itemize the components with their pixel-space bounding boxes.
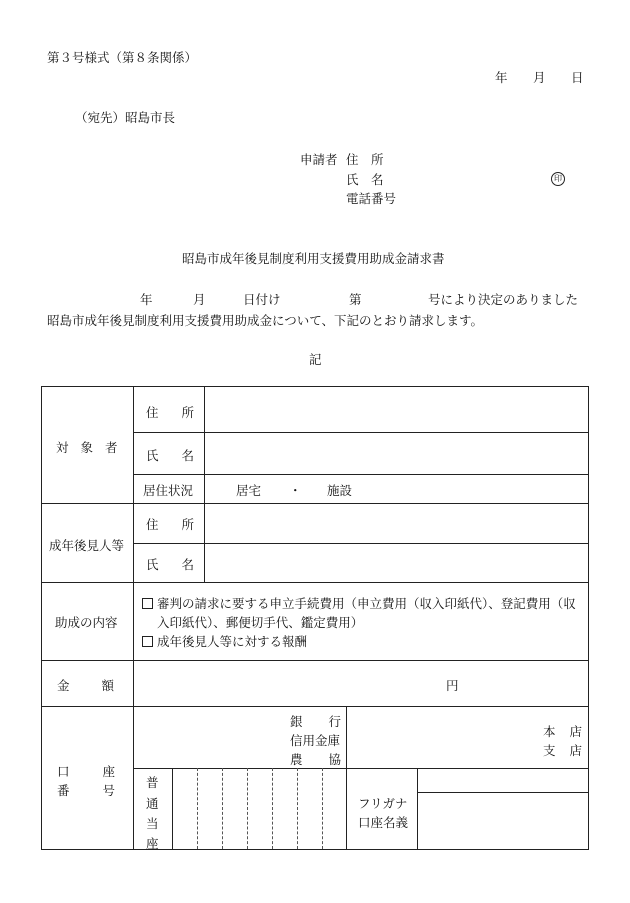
row-line-2 <box>133 474 588 475</box>
subsidy-option-1[interactable] <box>142 594 576 612</box>
digit-divider-3 <box>247 768 248 849</box>
date-month: 月 <box>533 70 546 85</box>
amount-label: 金額 <box>57 678 147 693</box>
guardian-label: 成年後見人等 <box>49 538 125 553</box>
bank-type-1-text: 銀行 <box>290 714 368 729</box>
bank-type-3-text: 農協 <box>290 752 368 767</box>
form-number: 第３号様式（第８条関係） <box>47 50 198 65</box>
account-holder-label: 口座名義 <box>358 815 409 830</box>
subject-label-text: 対象者 <box>56 440 130 455</box>
digit-divider-6 <box>322 768 323 849</box>
row-line-1 <box>133 432 588 433</box>
amount-unit: 円 <box>446 678 459 693</box>
checkbox-icon[interactable] <box>142 636 153 647</box>
guardian-name-label: 氏名 <box>146 557 218 572</box>
branch-type-2[interactable]: 支店 <box>543 743 597 758</box>
account-type-2[interactable]: 通 <box>146 796 159 811</box>
branch-type-1[interactable]: 本店 <box>543 724 597 739</box>
checkbox-icon[interactable] <box>142 598 153 609</box>
body-number-prefix: 第 <box>349 292 362 307</box>
amount-input[interactable] <box>135 662 435 704</box>
account-holder-input[interactable] <box>419 794 586 847</box>
digit-divider-5 <box>297 768 298 849</box>
subject-address-label: 住所 <box>146 405 218 420</box>
body-line2: 昭島市成年後見制度利用支援費用助成金について、下記のとおり請求します。 <box>47 313 484 328</box>
date-year: 年 <box>495 70 508 85</box>
bank-type-2[interactable]: 信用金庫 <box>290 733 341 748</box>
account-furigana-line <box>417 792 588 793</box>
bank-type-1[interactable] <box>290 712 368 730</box>
digit-divider-2 <box>222 768 223 849</box>
table-border-bottom <box>41 849 589 850</box>
subject-name-label: 氏名 <box>146 448 218 463</box>
account-label-line1: 口座 <box>57 764 149 779</box>
body-year: 年 <box>140 292 153 307</box>
subsidy-label: 助成の内容 <box>55 615 118 630</box>
subject-residence-label: 居住状況 <box>143 483 194 498</box>
seal-icon: 印 <box>551 172 565 186</box>
bank-type-3[interactable] <box>290 750 368 768</box>
digit-divider-1 <box>197 768 198 849</box>
document-title: 昭島市成年後見制度利用支援費用助成金請求書 <box>182 251 445 266</box>
residence-facility-option[interactable]: 施設 <box>327 483 353 498</box>
guardian-address-input[interactable] <box>206 505 586 541</box>
subsidy-option-2[interactable] <box>142 632 307 650</box>
account-type-1[interactable]: 普 <box>146 775 159 790</box>
account-type-divider <box>172 768 173 849</box>
body-day-suffix: 日付け <box>243 292 281 307</box>
applicant-address-label: 住 所 <box>346 152 384 167</box>
body-month: 月 <box>193 292 206 307</box>
table-border-top <box>41 386 589 387</box>
body-sentence-end: 号により決定のありました <box>428 292 579 307</box>
account-bank-bottom <box>133 768 588 769</box>
table-border-left <box>41 386 42 849</box>
subsidy-option-1-line2: 入印紙代）、郵便切手代、鑑定費用） <box>157 615 364 630</box>
applicant-label: 申請者 <box>300 152 338 167</box>
subject-address-input[interactable] <box>206 388 586 430</box>
guardian-name-input[interactable] <box>206 545 586 580</box>
addressee: （宛先）昭島市長 <box>75 110 176 125</box>
table-border-right <box>588 386 589 849</box>
row-line-5 <box>41 582 589 583</box>
row-line-3 <box>41 503 589 504</box>
residence-home-option[interactable]: 居宅 <box>236 483 262 498</box>
account-label-line2: 番号 <box>57 783 149 798</box>
applicant-phone-label: 電話番号 <box>346 191 397 206</box>
row-line-6 <box>41 660 589 661</box>
residence-separator: ・ <box>289 483 302 498</box>
subject-name-input[interactable] <box>206 434 586 472</box>
account-type-4[interactable]: 座 <box>146 836 159 851</box>
row-line-4 <box>133 543 588 544</box>
subsidy-option-2-text: 成年後見人等に対する報酬 <box>157 634 308 649</box>
subject-label <box>56 438 130 456</box>
applicant-name-label: 氏 名 <box>346 172 384 187</box>
furigana-label: フリガナ <box>358 796 408 811</box>
digit-divider-4 <box>272 768 273 849</box>
furigana-input[interactable] <box>419 770 586 790</box>
guardian-address-label: 住所 <box>146 517 218 532</box>
date-day: 日 <box>571 70 584 85</box>
account-type-3[interactable]: 当 <box>146 816 159 831</box>
subsidy-option-1-line1: 審判の請求に要する申立手続費用（申立費用（収入印紙代）、登記費用（収 <box>157 596 576 611</box>
account-holder-label-divider <box>417 768 418 849</box>
row-line-7 <box>41 706 589 707</box>
ki-mark: 記 <box>309 352 322 367</box>
seal-mark <box>551 169 565 186</box>
